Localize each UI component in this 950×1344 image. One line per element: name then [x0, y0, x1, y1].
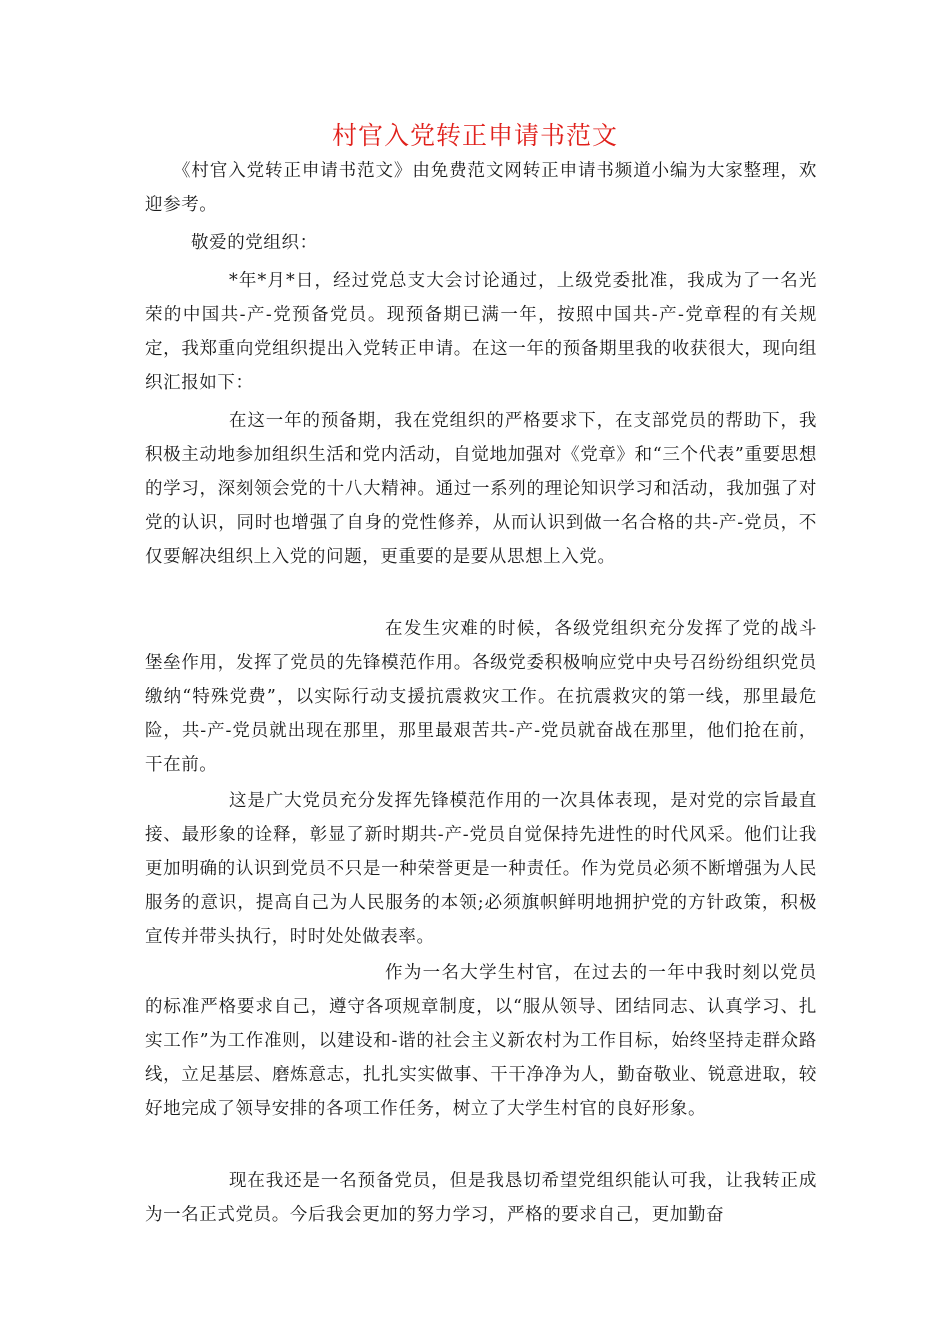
body-paragraph-4: 这是广大党员充分发挥先锋模范作用的一次具体表现，是对党的宗旨最直接、最形象的诠释，彰显了新时期共-产-党员自觉保持先进性的时代风采。他们让我更加明确的认识到党员不只是一种荣誉更是一种责任。作为党员必须不断增强为人民服务的意识，提高自己为人民服务的本领;必须旗帜鲜明地拥护党的方针政策，积极宣传并带头执行，时时处处做表率。 — [145, 791, 817, 947]
body-paragraph-1: *年*月*日，经过党总支大会讨论通过，上级党委批准，我成为了一名光荣的中国共-产-党预备党员。现预备期已满一年，按照中国共-产-党章程的有关规定，我郑重向党组织提出入党转正申请。在这一年的预备期里我的收获很大，现向组织汇报如下： — [145, 271, 817, 393]
body-paragraph-3: 在发生灾难的时候，各级党组织充分发挥了党的战斗堡垒作用，发挥了党员的先锋模范作用。各级党委积极响应党中央号召纷纷组织党员缴纳“特殊党费”，以实际行动支援抗震救灾工作。在抗震救灾的第一线，那里最危险，共-产-党员就出现在那里，那里最艰苦共-产-党员就奋战在那里，他们抢在前，干在前。 — [145, 619, 817, 775]
intro-paragraph: 《村官入党转正申请书范文》由免费范文网转正申请书频道小编为大家整理，欢迎参考。 — [145, 161, 817, 215]
body-paragraph-5: 作为一名大学生村官，在过去的一年中我时刻以党员的标准严格要求自己，遵守各项规章制度，以“服从领导、团结同志、认真学习、扎实工作”为工作准则，以建设和-谐的社会主义新农村为工作目标，始终坚持走群众路线，立足基层、磨炼意志，扎扎实实做事、干干净净为人，勤奋敬业、锐意进取，较好地完成了领导安排的各项工作任务，树立了大学生村官的良好形象。 — [145, 963, 817, 1119]
salutation: 敬爱的党组织： — [191, 233, 318, 253]
body-paragraph-2: 在这一年的预备期，我在党组织的严格要求下，在支部党员的帮助下，我积极主动地参加组织生活和党内活动，自觉地加强对《党章》和“三个代表”重要思想的学习，深刻领会党的十八大精神。通过一系列的理论知识学习和活动，我加强了对党的认识，同时也增强了自身的党性修养，从而认识到做一名合格的共-产-党员，不仅要解决组织上入党的问题，更重要的是要从思想上入党。 — [145, 411, 817, 567]
body-paragraph-6: 现在我还是一名预备党员，但是我恳切希望党组织能认可我，让我转正成为一名正式党员。今后我会更加的努力学习，严格的要求自己，更加勤奋 — [145, 1171, 817, 1225]
document-title: 村官入党转正申请书范文 — [331, 121, 618, 150]
